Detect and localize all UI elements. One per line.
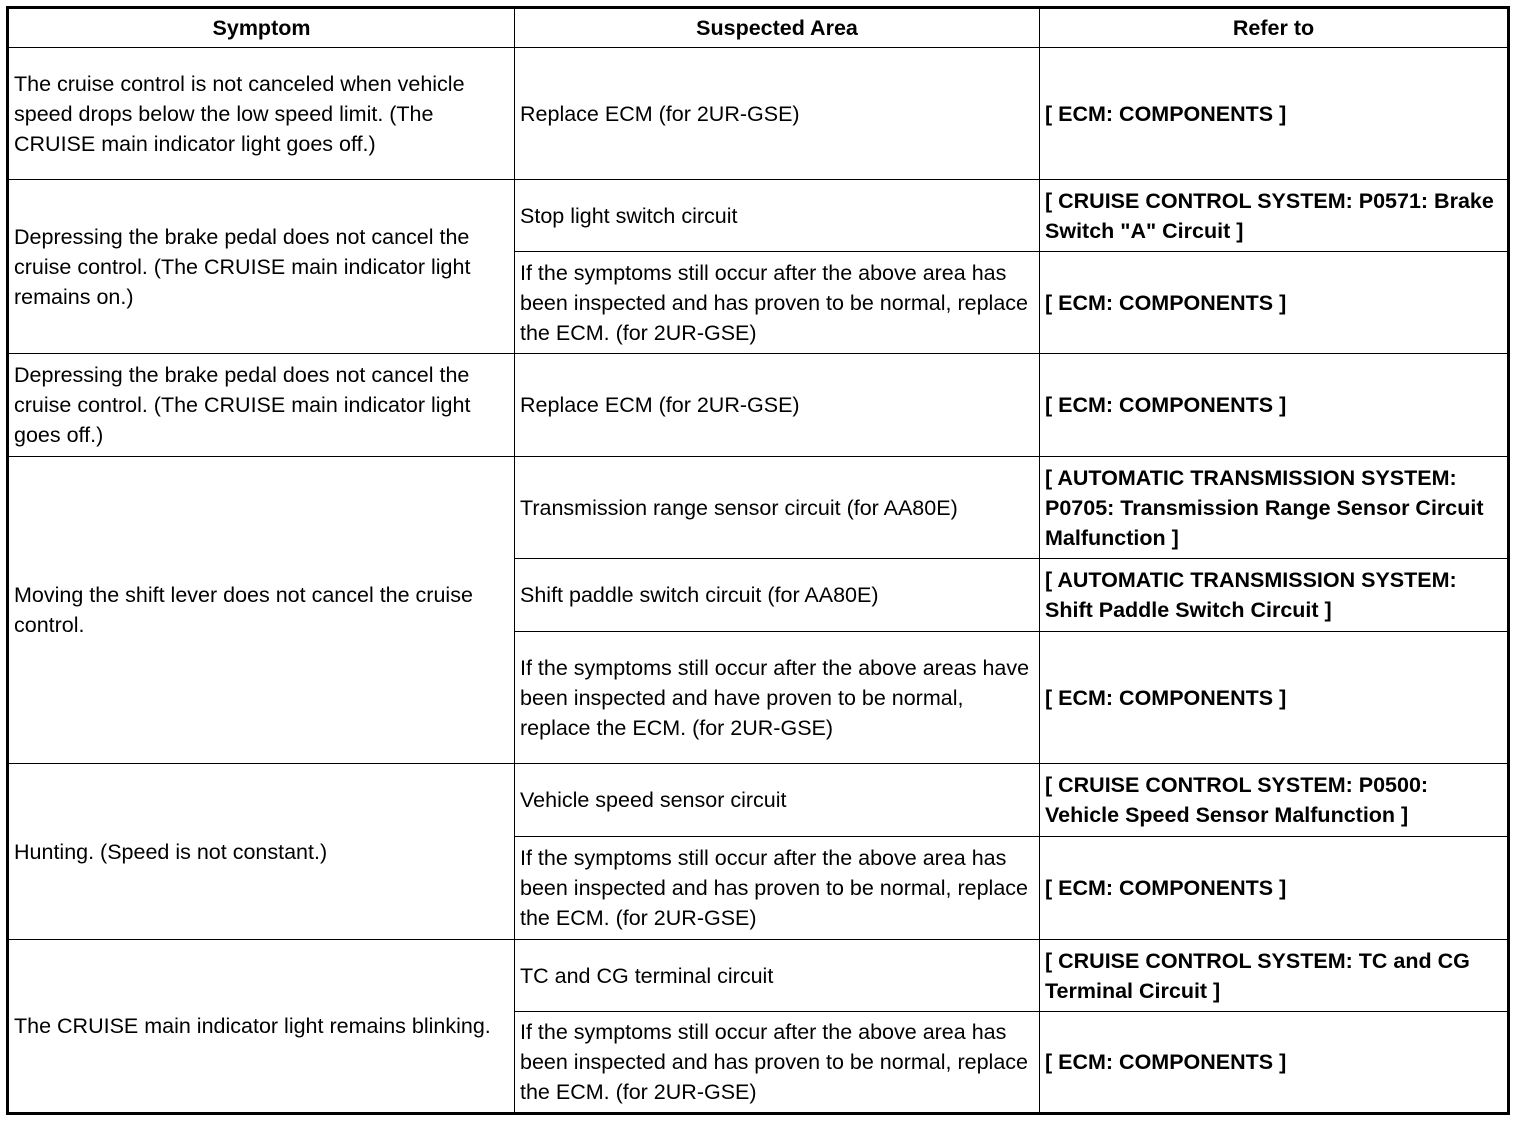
suspected-area-cell: Shift paddle switch circuit (for AA80E) [515, 559, 1040, 632]
suspected-area-cell: Stop light switch circuit [515, 180, 1040, 252]
symptom-table [6, 6, 1510, 1115]
header-refer-to: Refer to [1040, 8, 1509, 48]
table-row [8, 457, 1509, 559]
suspected-area-cell: TC and CG terminal circuit [515, 940, 1040, 1012]
table-row [8, 940, 1509, 1012]
table-row [8, 354, 1509, 457]
header-row [8, 8, 1509, 48]
refer-to-cell: [ CRUISE CONTROL SYSTEM: TC and CG Terminal Circuit ] [1040, 940, 1509, 1012]
suspected-area-cell: Transmission range sensor circuit (for AA80E) [515, 457, 1040, 559]
refer-to-cell: [ ECM: COMPONENTS ] [1040, 632, 1509, 764]
refer-to-cell: [ ECM: COMPONENTS ] [1040, 1012, 1509, 1114]
refer-to-cell: [ ECM: COMPONENTS ] [1040, 48, 1509, 180]
suspected-area-cell: If the symptoms still occur after the above area has been inspected and has proven to be normal, replace the ECM. (for 2UR-GSE) [515, 837, 1040, 940]
suspected-area-cell: Vehicle speed sensor circuit [515, 764, 1040, 837]
suspected-area-cell: If the symptoms still occur after the above areas have been inspected and have proven to be normal, replace the ECM. (for 2UR-GSE) [515, 632, 1040, 764]
table-row [8, 764, 1509, 837]
header-symptom: Symptom [8, 8, 515, 48]
table-row [8, 48, 1509, 180]
refer-to-cell: [ AUTOMATIC TRANSMISSION SYSTEM: P0705: Transmission Range Sensor Circuit Malfunction ] [1040, 457, 1509, 559]
suspected-area-cell: Replace ECM (for 2UR-GSE) [515, 354, 1040, 457]
refer-to-cell: [ ECM: COMPONENTS ] [1040, 837, 1509, 940]
suspected-area-cell: If the symptoms still occur after the above area has been inspected and has proven to be normal, replace the ECM. (for 2UR-GSE) [515, 252, 1040, 354]
suspected-area-cell: If the symptoms still occur after the above area has been inspected and has proven to be normal, replace the ECM. (for 2UR-GSE) [515, 1012, 1040, 1114]
symptom-cell: The CRUISE main indicator light remains blinking. [8, 940, 515, 1114]
symptom-cell: Moving the shift lever does not cancel the cruise control. [8, 457, 515, 764]
header-suspected-area: Suspected Area [515, 8, 1040, 48]
refer-to-cell: [ CRUISE CONTROL SYSTEM: P0500: Vehicle Speed Sensor Malfunction ] [1040, 764, 1509, 837]
refer-to-cell: [ ECM: COMPONENTS ] [1040, 354, 1509, 457]
suspected-area-cell: Replace ECM (for 2UR-GSE) [515, 48, 1040, 180]
symptom-cell: Depressing the brake pedal does not cancel the cruise control. (The CRUISE main indicator light goes off.) [8, 354, 515, 457]
refer-to-cell: [ AUTOMATIC TRANSMISSION SYSTEM: Shift Paddle Switch Circuit ] [1040, 559, 1509, 632]
symptom-cell: Hunting. (Speed is not constant.) [8, 764, 515, 940]
symptom-cell: The cruise control is not canceled when vehicle speed drops below the low speed limit. (The CRUISE main indicator light goes off.) [8, 48, 515, 180]
table-row [8, 180, 1509, 252]
refer-to-cell: [ CRUISE CONTROL SYSTEM: P0571: Brake Switch "A" Circuit ] [1040, 180, 1509, 252]
refer-to-cell: [ ECM: COMPONENTS ] [1040, 252, 1509, 354]
symptom-cell: Depressing the brake pedal does not cancel the cruise control. (The CRUISE main indicator light remains on.) [8, 180, 515, 354]
